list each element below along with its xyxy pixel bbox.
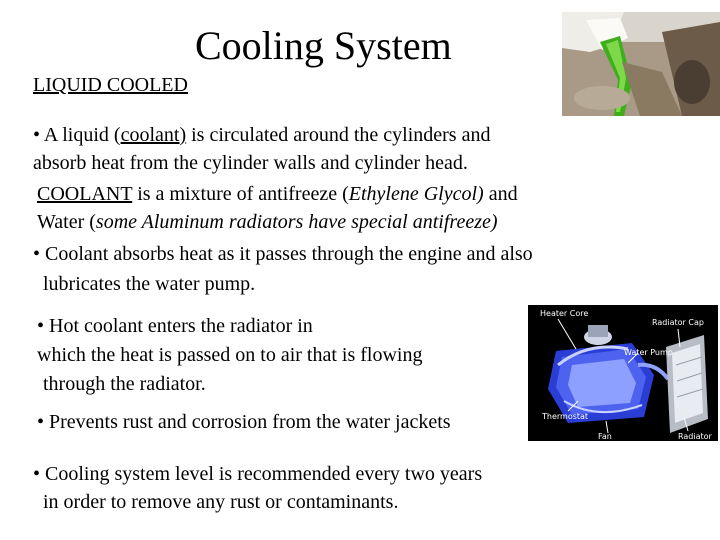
ethylene-glycol-term: Ethylene Glycol) — [348, 183, 484, 205]
antifreeze-pour-photo — [562, 12, 720, 116]
text-segment: is a mixture of antifreeze ( — [132, 183, 349, 205]
radiator-cap-label: Radiator Cap — [652, 318, 704, 327]
slide-subtitle: LIQUID COOLED — [33, 74, 188, 96]
slide-title: Cooling System — [195, 23, 452, 68]
aluminum-note: some Aluminum radiators have special antifreeze) — [95, 211, 498, 233]
text-segment: Water ( — [37, 211, 96, 233]
fan-label: Fan — [598, 432, 612, 441]
heater-core-label: Heater Core — [540, 309, 589, 318]
paragraph-level-line-1: • Cooling system level is recommended every two years — [33, 463, 483, 485]
coolant-term: coolant) — [120, 124, 187, 146]
text-segment: • A liquid ( — [33, 124, 121, 146]
paragraph-radiator-line-1: • Hot coolant enters the radiator in — [37, 315, 313, 337]
paragraph-coolant-line-4 — [37, 208, 498, 236]
paragraph-absorbs-line-1: • Coolant absorbs heat as it passes through the engine and also — [33, 243, 533, 265]
paragraph-absorbs-line-2: lubricates the water pump. — [43, 273, 256, 295]
paragraph-radiator-line-3: through the radiator. — [43, 373, 206, 395]
paragraph-coolant-line-2: absorb heat from the cylinder walls and cylinder head. — [33, 152, 468, 174]
radiator-label: Radiator — [678, 432, 712, 441]
paragraph-coolant-line-1 — [33, 121, 490, 149]
engine-cooling-diagram — [528, 305, 718, 441]
paragraph-coolant-line-3 — [37, 180, 518, 208]
paragraph-rust-line-1: • Prevents rust and corrosion from the water jackets — [37, 411, 451, 433]
water-pump-label: Water Pump — [624, 348, 673, 357]
text-segment: is circulated around the cylinders and — [186, 124, 491, 146]
thermostat-label: Thermostat — [542, 412, 589, 421]
coolant-caps-term: COOLANT — [37, 183, 133, 205]
text-segment: and — [483, 183, 518, 205]
paragraph-level-line-2: in order to remove any rust or contaminants. — [43, 491, 399, 513]
paragraph-radiator-line-2: which the heat is passed on to air that is flowing — [37, 344, 423, 366]
